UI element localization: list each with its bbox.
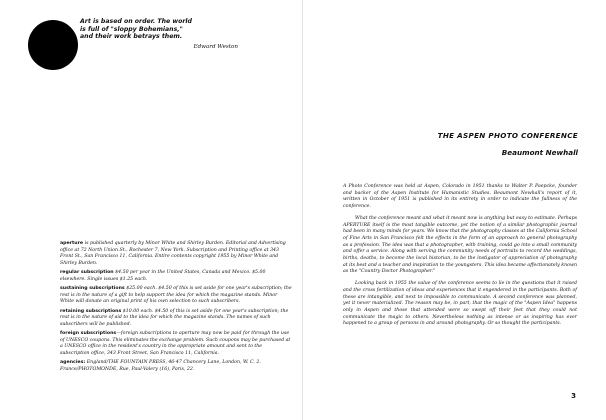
masthead-term: foreign subscriptions	[60, 331, 117, 336]
article-paragraph: What the conference meant and what it meant now is anything but easy to estimate. Perhaps APERTURE itself is the most tangible outcome, yet the notion of a similar photographic journal had been in many minds for years. We know that the photography classes at the California School of Fine Arts in San Francisco felt the effects in the form of an approach to general photography as a profession. The idea was that a photographer, with training, could go into a small community and offer a service. Along with serving the community needs of portraits to record the weddings, births, deaths, to become the local historian, to be the instigator of appreciation of photography at its best and a teacher and inspiration to the youngsters. This idea became affectionately known as the "Country Doctor Photographer."	[343, 215, 577, 275]
masthead-regular	[60, 270, 292, 283]
epigraph	[80, 18, 248, 51]
masthead-foreign	[60, 331, 292, 357]
black-circle-graphic	[28, 20, 78, 70]
masthead-about	[60, 241, 292, 267]
masthead-term: regular subscription	[60, 270, 114, 275]
article-byline: Beaumont Newhall	[501, 148, 578, 157]
masthead-text: —foreign subscriptions to aperture may now be paid for through the use of UNESCO coupons. This eliminates the exchange problem. Such coupons may be purchased at a UNESCO office in the resident's country in the appropriate amount and sent to the subscription office, 343 Front Street, San Francisco 11, California.	[60, 331, 291, 356]
masthead-retaining	[60, 309, 292, 329]
masthead-agencies	[60, 360, 292, 373]
article-paragraph: Looking back in 1955 the value of the conference seems to lie in the questions that it raised and the cross fertilization of ideas and experiences that it engendered in the participants. Both of these are intangible, and next to impossible to communicate. A second conference was planned, yet it never materialized. The reason may be, in part, that the magic of the "Aspen Idea" happens only in Aspen and those that attended were so swept off their feet that they could not communicate the magic to others. Nevertheless nothing as intense or as inspiring has ever happened to a group of persons in and around photography. Or so thought the participants.	[343, 281, 577, 327]
article-body	[343, 184, 577, 333]
masthead-text: $10.00 each. $4.50 of this is set aside for one year's subscription; the rest is in the nature of aid to the idea for which the magazine stands. The names of such subscribers will be published.	[60, 308, 289, 327]
masthead-sustaining	[60, 286, 292, 306]
masthead-text: $4.50 per year in the United States, Canada and Mexico. $5.00 elsewhere. Single issues $1.25 each.	[60, 270, 266, 282]
masthead-text: $25.00 each. $4.50 of this is set aside for one year's subscription; the rest is in the nature of a gift to help support the idea for which the magazine stands. Minor White will donate an original print of his own selection to such subscribers.	[60, 286, 292, 304]
masthead-text: is published quarterly by Minor White and Shirley Burden. Editorial and Advertising office at 72 North Union St., Rochester 7, New York. Subscription and Printing office at 343 Front St., San Francisco 11, California. Entire contents copyright 1955 by Minor White and Shirley Burden.	[60, 241, 286, 266]
article-title: THE ASPEN PHOTO CONFERENCE	[437, 131, 578, 140]
article-header	[438, 131, 578, 157]
epigraph-line: and their work betrays them.	[80, 33, 183, 41]
masthead	[60, 241, 292, 376]
article-paragraph: A Photo Conference was held at Aspen, Colorado in 1951 thanks to Walter P. Paepcke, founder and backer of the Aspen Institute for Humanistic Studies. Beaumont Newhall's report of it, written in October of 1951 is published in its entirety in order to indicate the fullness of the conference.	[343, 184, 577, 210]
masthead-term: retaining subscriptions	[60, 308, 122, 314]
masthead-term: aperture	[60, 241, 84, 246]
page-number: 3	[571, 392, 576, 400]
masthead-term: agencies:	[60, 360, 86, 365]
epigraph-author: Edward Weston	[193, 43, 238, 50]
epigraph-line: Art is based on order. The world	[80, 18, 192, 25]
epigraph-line: is full of "sloppy Bohemians,"	[80, 25, 183, 33]
page-gutter	[302, 0, 303, 420]
masthead-term: sustaining subscriptions	[60, 286, 125, 291]
masthead-text: England/THE FOUNTAIN PRESS, 46-47 Chancery Lane, London, W. C. 2. France/PHOTOMONDE, Rue, Paul-Valery (16), Paris, 22.	[60, 360, 261, 372]
